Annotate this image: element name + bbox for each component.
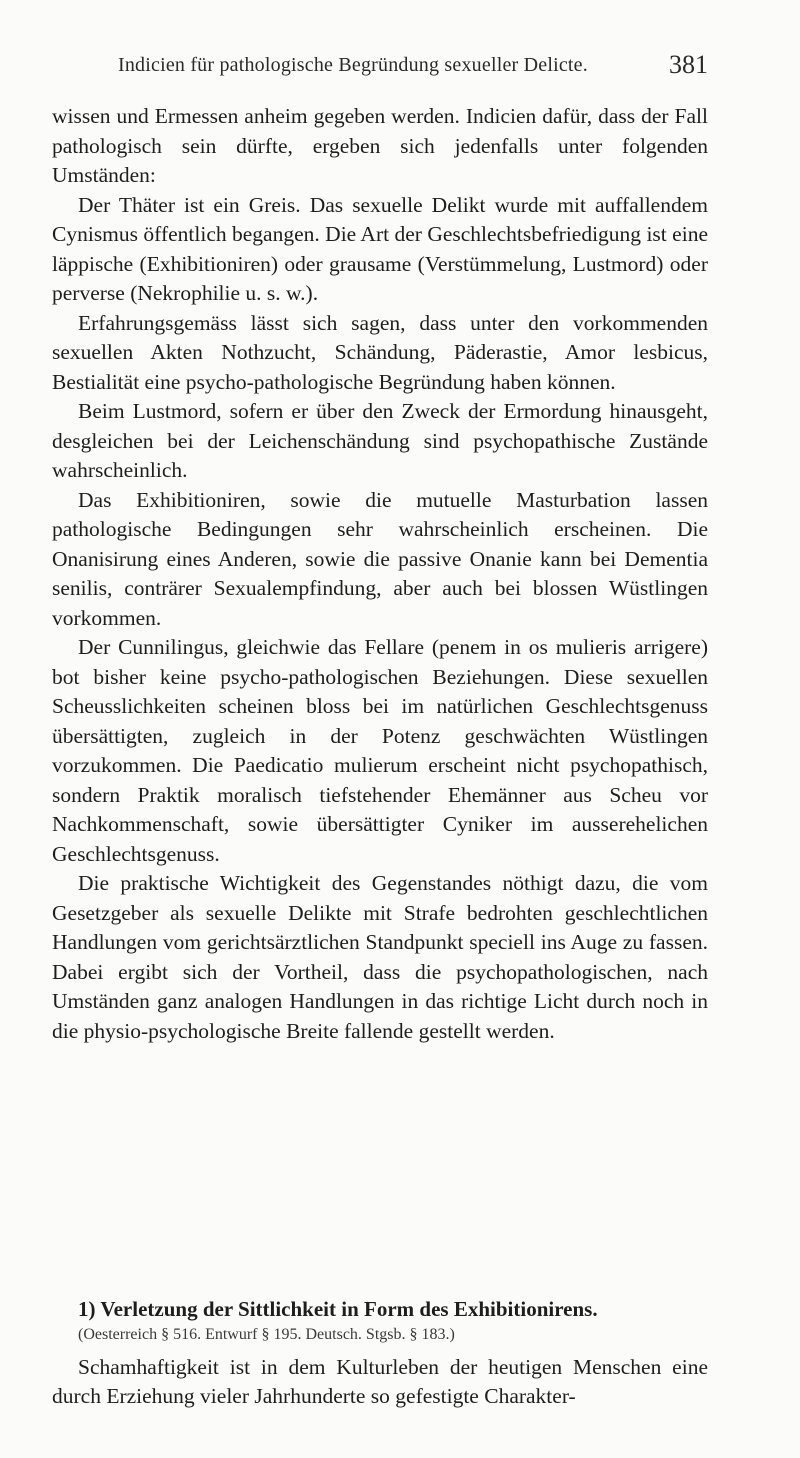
paragraph-1: wissen und Ermessen anheim gegeben werden. Indicien dafür, dass der Fall pathologisch sein dürfte, ergeben sich jedenfalls unter folgenden Umständen: [52, 104, 708, 187]
section-heading: 1) Verletzung der Sittlichkeit in Form des Exhibitionirens. [78, 1297, 598, 1321]
running-title: Indicien für pathologische Begründung sexueller Delicte. [118, 54, 588, 76]
section-text: Schamhaftigkeit ist in dem Kulturleben der heutigen Menschen eine durch Erziehung vieler Jahrhunderte so gefestigte Charakter- [52, 1355, 708, 1408]
paragraph-3: Erfahrungsgemäss lässt sich sagen, dass unter den vorkommenden sexuellen Akten Nothzucht, Schändung, Päderastie, Amor lesbicus, Bestialität eine psycho-pathologische Begründung haben können. [52, 310, 708, 394]
paragraph-2: Der Thäter ist ein Greis. Das sexuelle Delikt wurde mit auffallendem Cynismus öffentlich begangen. Die Art der Geschlechtsbefriedigung ist eine läppische (Exhibitioniren) oder grausame (Verstümmelung, Lustmord) oder perverse (Nekrophilie u. s. w.). [52, 192, 708, 305]
legal-references: (Oesterreich § 516. Entwurf § 195. Deutsch. Stgsb. § 183.) [78, 1326, 455, 1343]
paragraph-6: Der Cunnilingus, gleichwie das Fellare (penem in os mulieris arrigere) bot bisher keine psycho-pathologischen Beziehungen. Diese sexuellen Scheusslichkeiten scheinen bloss bei im natürlichen Geschlechtsgenuss übersättigten, zugleich in der Potenz geschwächten Wüstlingen vorzukommen. Die Paedicatio mulierum erscheint nicht psychopathisch, sondern Praktik moralisch tiefstehender Ehemänner aus Scheu vor Nachkommenschaft, sowie übersättigter Cyniker im ausserehelichen Geschlechtsgenuss. [52, 635, 708, 866]
page-number: 381 [669, 50, 708, 79]
body-text [52, 102, 708, 1046]
paragraph-4: Beim Lustmord, sofern er über den Zweck der Ermordung hinausgeht, desgleichen bei der Leichenschändung sind psychopathische Zustände wahrscheinlich. [52, 399, 708, 482]
running-header [118, 50, 708, 94]
section-exhibitionism [52, 1295, 708, 1411]
paragraph-7: Die praktische Wichtigkeit des Gegenstandes nöthigt dazu, die vom Gesetzgeber als sexuelle Delikte mit Strafe bedrohten geschlechtlichen Handlungen vom gerichtsärztlichen Standpunkt speciell ins Auge zu fassen. Dabei ergibt sich der Vortheil, dass die psychopathologischen, nach Umständen ganz analogen Handlungen in das richtige Licht durch noch in die physio-psychologische Breite fallende gestellt werden. [52, 871, 708, 1043]
paragraph-5: Das Exhibitioniren, sowie die mutuelle Masturbation lassen pathologische Bedingungen sehr wahrscheinlich erscheinen. Die Onanisirung eines Anderen, sowie die passive Onanie kann bei Dementia senilis, conträrer Sexualempfindung, aber auch bei blossen Wüstlingen vorkommen. [52, 487, 708, 630]
